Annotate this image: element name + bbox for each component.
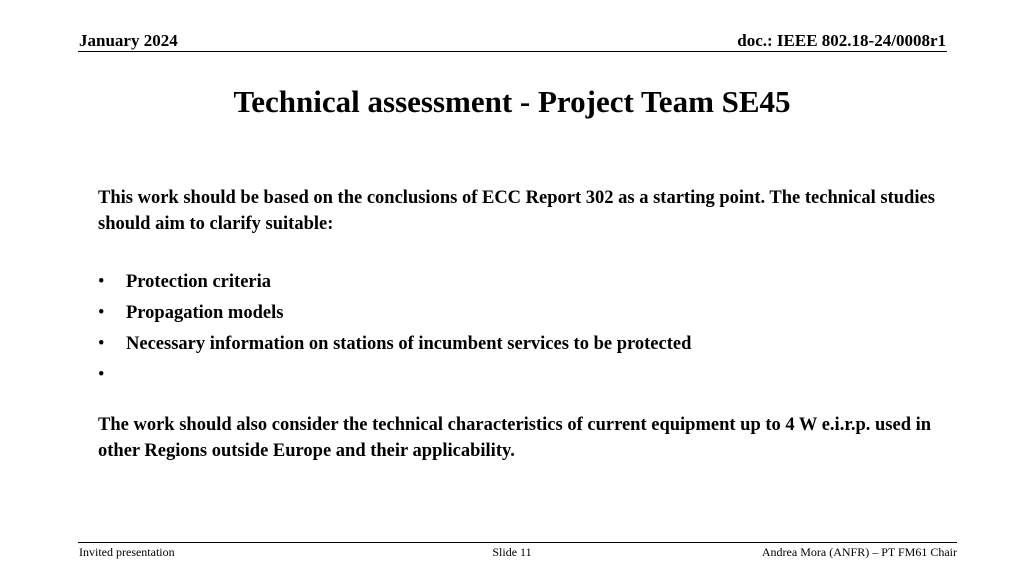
bullet-item — [98, 298, 938, 329]
footer-left: Invited presentation — [79, 545, 175, 559]
bullet-icon: • — [98, 365, 105, 385]
header-divider — [78, 51, 947, 52]
footer-author: Andrea Mora (ANFR) – PT FM61 Chair — [761, 545, 957, 559]
intro-paragraph: This work should be based on the conclusions of ECC Report 302 as a starting point. The technical studies should aim to clarify suitable: — [98, 188, 935, 234]
bullet-text: Necessary information on stations of incumbent services to be protected — [126, 334, 692, 354]
header-doc-id: doc.: IEEE 802.18-24/0008r1 — [737, 31, 946, 50]
bullet-text: Propagation models — [126, 303, 284, 323]
bullet-item — [98, 360, 938, 391]
slide-title: Technical assessment - Project Team SE45 — [233, 84, 791, 119]
closing-paragraph: The work should also consider the technical characteristics of current equipment up to 4 W e.i.r.p. used in other Regions outside Europe and their applicability. — [98, 415, 932, 461]
bullet-list — [98, 267, 938, 391]
header-date: January 2024 — [79, 31, 178, 50]
footer-divider — [78, 542, 957, 543]
bullet-item — [98, 267, 938, 298]
slide-number: Slide 11 — [492, 545, 532, 559]
bullet-icon: • — [98, 334, 105, 354]
bullet-text: Protection criteria — [126, 272, 272, 292]
bullet-icon: • — [98, 272, 105, 292]
bullet-icon: • — [98, 303, 105, 323]
slide-body — [98, 185, 938, 464]
bullet-item — [98, 329, 938, 360]
